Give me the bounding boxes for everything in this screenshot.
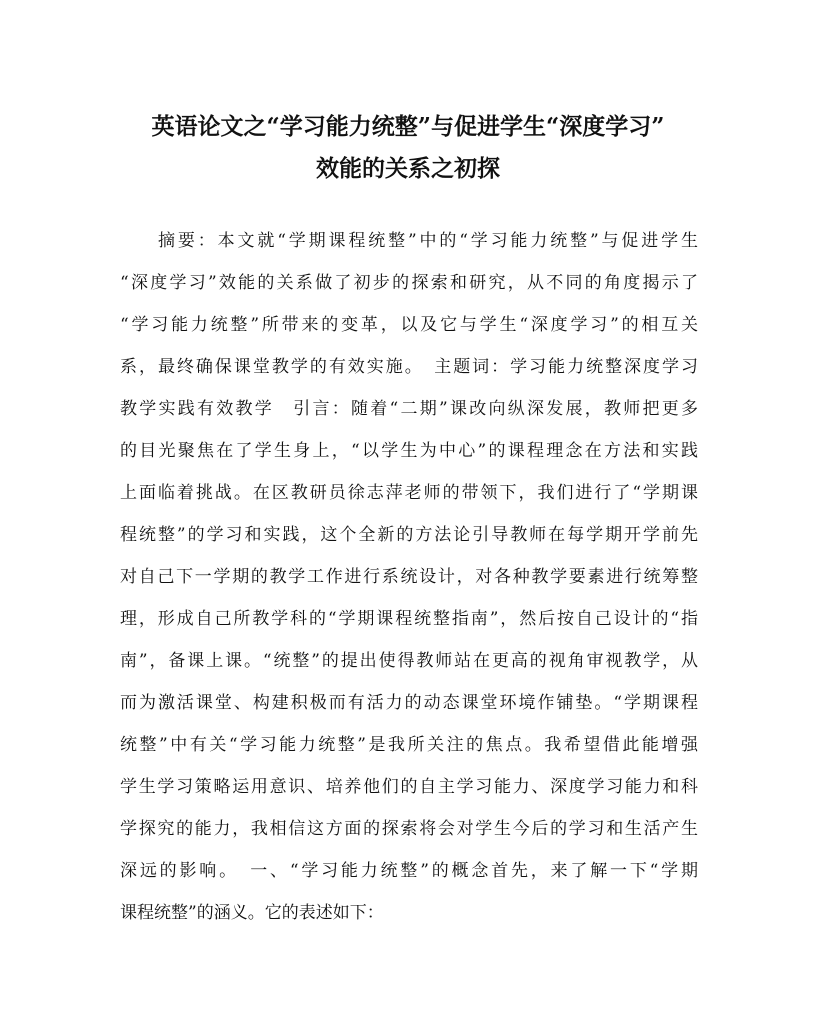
body-line: 对自己下一学期的教学工作进行系统设计，对各种教学要素进行统筹整 (120, 567, 698, 587)
body-line: 程统整”的学习和实践，这个全新的方法论引导教师在每学期开学前先 (120, 525, 698, 545)
body-line: 上面临着挑战。在区教研员徐志萍老师的带领下，我们进行了“学期课 (120, 483, 698, 503)
body-line: 学探究的能力，我相信这方面的探索将会对学生今后的学习和生活产生 (120, 819, 698, 839)
body-line: “学习能力统整”所带来的变革，以及它与学生“深度学习”的相互关 (120, 315, 698, 335)
body-line: “深度学习”效能的关系做了初步的探索和研究，从不同的角度揭示了 (120, 273, 698, 293)
body-line: 理，形成自己所教学科的“学期课程统整指南”，然后按自己设计的“指 (120, 609, 698, 629)
body-line: 南”，备课上课。“统整”的提出使得教师站在更高的视角审视教学，从 (120, 651, 698, 671)
body-line: 摘要：本文就“学期课程统整”中的“学习能力统整”与促进学生 (158, 231, 698, 251)
body-line: 系，最终确保课堂教学的有效实施。 主题词：学习能力统整深度学习 (120, 357, 698, 377)
body-line: 深远的影响。 一、“学习能力统整”的概念首先，来了解一下“学期 (120, 861, 698, 881)
body-line: 而为激活课堂、构建积极而有活力的动态课堂环境作铺垫。“学期课程 (120, 693, 698, 713)
body-line: 教学实践有效教学 引言：随着“二期”课改向纵深发展，教师把更多 (120, 399, 698, 419)
body-line: 统整”中有关“学习能力统整”是我所关注的焦点。我希望借此能增强 (120, 735, 698, 755)
body-line: 课程统整”的涵义。它的表述如下： (120, 903, 384, 923)
document-title-line-1: 英语论文之“学习能力统整”与促进学生“深度学习” (151, 113, 665, 140)
document-title-line-2: 效能的关系之初探 (316, 155, 500, 182)
body-line: 学生学习策略运用意识、培养他们的自主学习能力、深度学习能力和科 (120, 777, 698, 797)
body-line: 的目光聚焦在了学生身上，“以学生为中心”的课程理念在方法和实践 (120, 441, 698, 461)
